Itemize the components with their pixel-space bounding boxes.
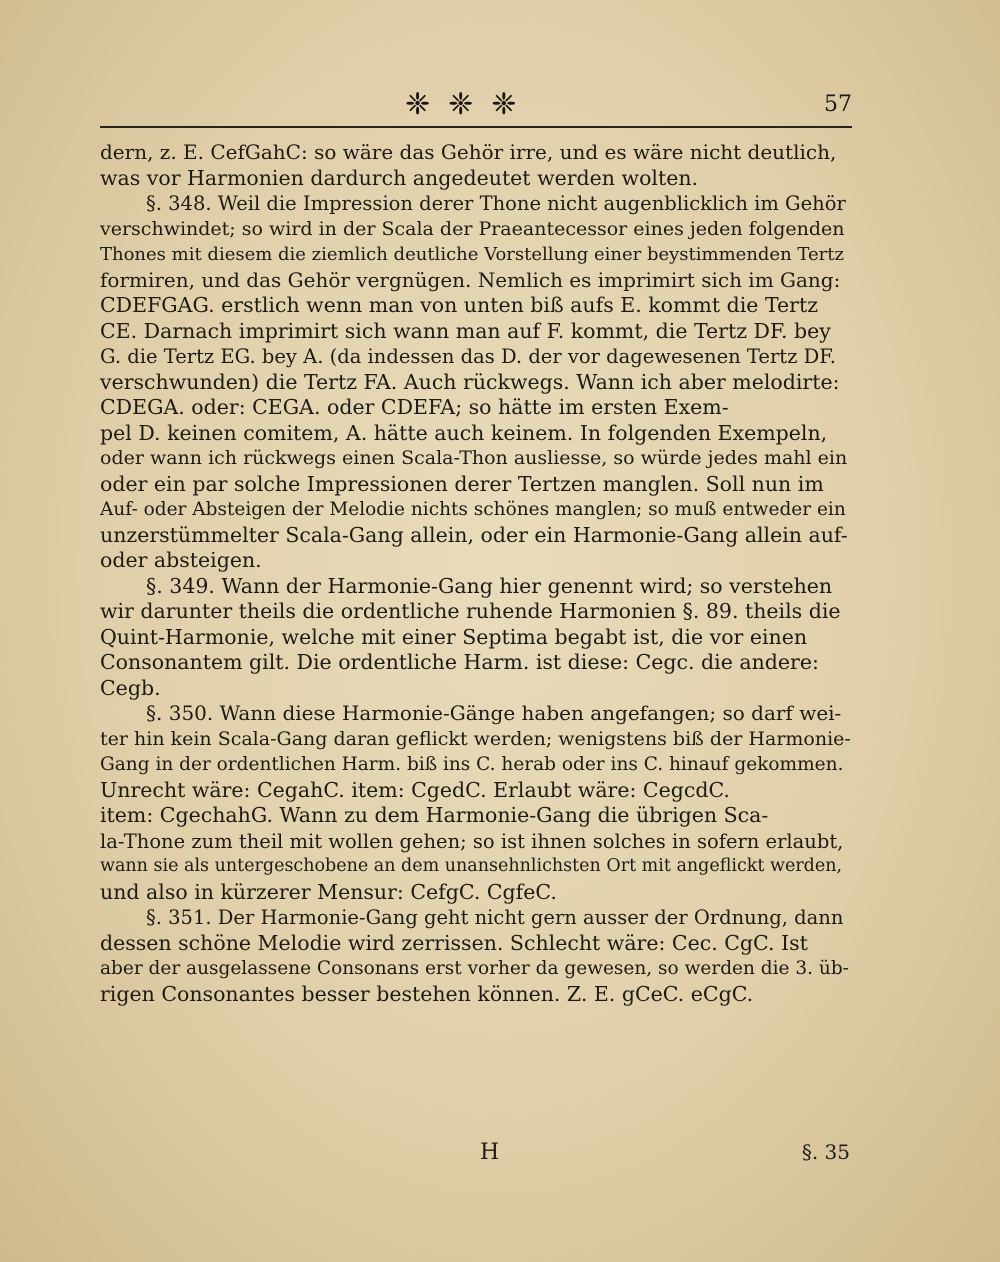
text-line: Unrecht wäre: CegahC. item: CgedC. Erlaubt wäre: CegcdC. <box>100 777 730 802</box>
text-line: CDEGA. oder: CEGA. oder CDEFA; so hätte im ersten Exem- <box>100 395 729 419</box>
text-line: wir darunter theils die ordentliche ruhende Harmonien §. 89. theils die <box>100 599 841 623</box>
text-line: Thones mit diesem die ziemlich deutliche Vorstellung einer beystimmenden Tertz <box>100 244 844 265</box>
header-ornaments <box>405 88 516 122</box>
text-line: Quint-Harmonie, welche mit einer Septima begabt ist, die vor einen <box>100 624 808 649</box>
page-number: 57 <box>824 92 852 117</box>
ornament-icon: ❈ <box>448 87 474 122</box>
text-line: was vor Harmonien dardurch angedeutet werden wolten. <box>100 165 699 190</box>
text-line: la-Thone zum theil mit wollen gehen; so ist ihnen solches in sofern erlaubt, <box>100 829 844 853</box>
text-line: item: CgechahG. Wann zu dem Harmonie-Gang die übrigen Sca- <box>100 803 769 827</box>
text-line: dessen schöne Melodie wird zerrissen. Schlecht wäre: Cec. CgC. Ist <box>100 930 808 955</box>
body-text <box>100 140 852 1007</box>
text-line: §. 349. Wann der Harmonie-Gang hier genennt wird; so verstehen <box>146 573 833 598</box>
text-line: verschwunden) die Tertz FA. Auch rückwegs. Wann ich aber melodirte: <box>100 369 840 394</box>
text-line: oder wann ich rückwegs einen Scala-Thon ausliesse, so würde jedes mahl ein <box>100 447 848 469</box>
text-line: pel D. keinen comitem, A. hätte auch keinem. In folgenden Exempeln, <box>100 420 828 445</box>
text-line: G. die Tertz EG. bey A. (da indessen das D. der vor dagewesenen Tertz DF. <box>100 345 836 368</box>
header-rule <box>100 126 852 128</box>
page-header <box>100 88 852 132</box>
text-line: §. 350. Wann diese Harmonie-Gänge haben angefangen; so darf wei- <box>146 701 842 725</box>
text-line: §. 351. Der Harmonie-Gang geht nicht gern ausser der Ordnung, dann <box>146 906 844 929</box>
text-line: wann sie als untergeschobene an dem unansehnlichsten Ort mit angeflickt werden, <box>100 856 843 876</box>
page-footer <box>100 1140 852 1170</box>
text-line: CE. Darnach imprimirt sich wann man auf F. kommt, die Tertz DF. bey <box>100 318 831 343</box>
text-line: §. 348. Weil die Impression derer Thone nicht augenblicklich im Gehör <box>146 192 846 215</box>
text-line: aber der ausgelassene Consonans erst vorher da gewesen, so werden die 3. üb- <box>100 958 849 979</box>
text-line: formiren, und das Gehör vergnügen. Nemlich es imprimirt sich im Gang: <box>100 267 841 292</box>
text-line: Cegb. <box>100 675 161 700</box>
text-line: oder ein par solche Impressionen derer Tertzen manglen. Soll nun im <box>100 471 824 496</box>
text-line: Auf- oder Absteigen der Melodie nichts schönes manglen; so muß entweder ein <box>100 499 846 520</box>
text-line: Consonantem gilt. Die ordentliche Harm. ist diese: Cegc. die andere: <box>100 650 819 674</box>
catchword: §. 35 <box>801 1140 850 1164</box>
text-line: Gang in der ordentlichen Harm. biß ins C. herab oder ins C. hinauf gekommen. <box>100 754 844 775</box>
text-line: rigen Consonantes besser bestehen können. Z. E. gCeC. eCgC. <box>100 981 754 1006</box>
text-line: dern, z. E. CefGahC: so wäre das Gehör irre, und es wäre nicht deutlich, <box>100 140 837 164</box>
text-line: unzerstümmelter Scala-Gang allein, oder ein Harmonie-Gang allein auf- <box>100 522 848 547</box>
ornament-icon: ❈ <box>491 87 517 122</box>
ornament-icon: ❈ <box>405 87 431 122</box>
text-line: oder absteigen. <box>100 548 262 572</box>
text-line: und also in kürzerer Mensur: CefgC. CgfeC. <box>100 879 557 904</box>
text-line: CDEFGAG. erstlich wenn man von unten biß aufs E. kommt die Tertz <box>100 293 819 317</box>
text-line: ter hin kein Scala-Gang daran geflickt werden; wenigstens biß der Harmonie- <box>100 727 851 750</box>
signature-mark: H <box>480 1140 500 1165</box>
text-line: verschwindet; so wird in der Scala der Praeantecessor eines jeden folgenden <box>100 217 845 240</box>
